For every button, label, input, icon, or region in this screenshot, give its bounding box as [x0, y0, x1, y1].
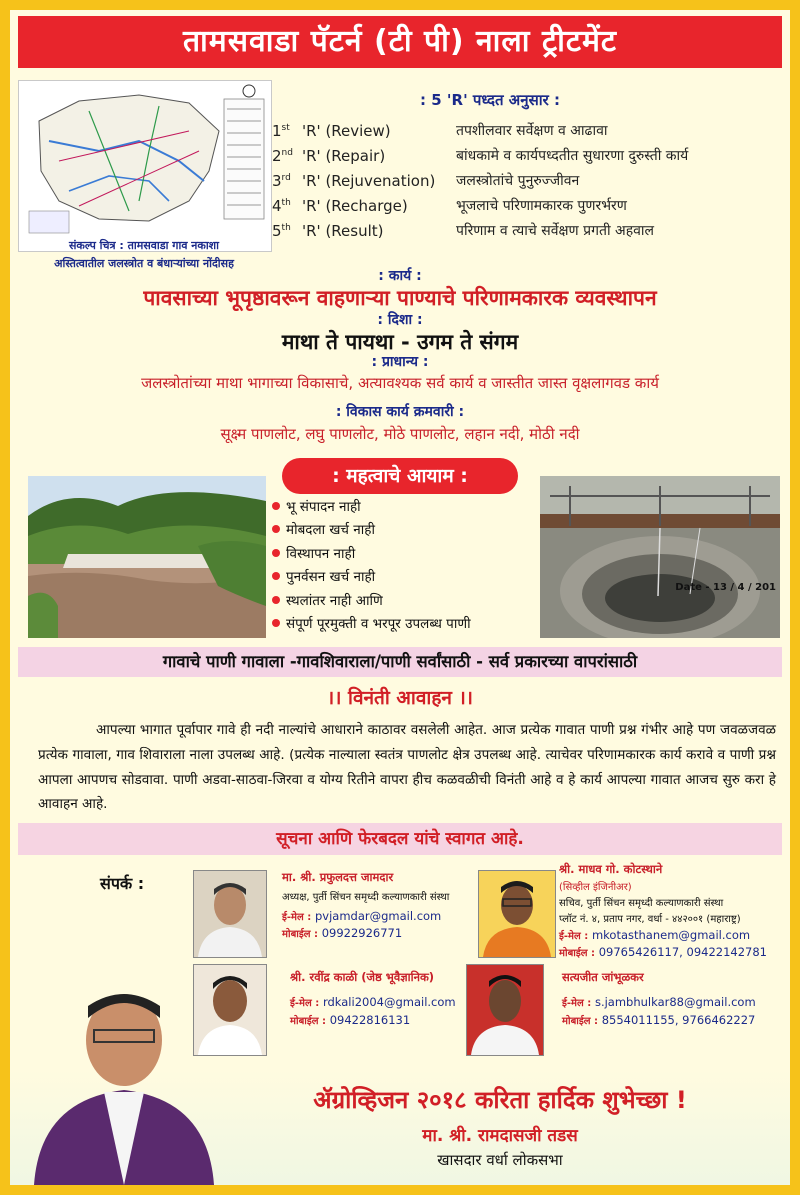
- contact-email: ई-मेल : pvjamdar@gmail.com: [282, 909, 442, 923]
- bullet-icon: [272, 549, 280, 557]
- five-r-name: 'R' (Rejuvenation): [302, 171, 436, 190]
- contact-photo: [478, 870, 556, 958]
- list-item: भू संपादन नाही: [272, 494, 542, 518]
- greeting-name: मा. श्री. रामदासजी तडस: [422, 1126, 578, 1146]
- list-item: मोबदला खर्च नाही: [272, 518, 542, 542]
- river-photo-drawing: [28, 476, 266, 638]
- dev-order-value: सूक्ष्म पाणलोट, लघु पाणलोट, मोठे पाणलोट, लहान नदी, मोठी नदी: [220, 425, 580, 443]
- contact-mobile: मोबाईल : 8554011155, 9766462227: [562, 1013, 756, 1027]
- five-r-ordinal: 2nd: [272, 146, 293, 165]
- greeting-headline: ॲग्रोव्हिजन २०१८ करिता हार्दिक शुभेच्छा !: [313, 1086, 687, 1114]
- person-avatar: [479, 871, 555, 957]
- list-item: संपूर्ण पूरमुक्ती व भरपूर उपलब्ध पाणी: [272, 612, 542, 636]
- poster: [10, 10, 790, 1185]
- contact-label: संपर्क :: [100, 874, 145, 893]
- five-r-item: [272, 193, 782, 218]
- priority-label: : प्राधान्य :: [371, 354, 429, 370]
- list-item: विस्थापन नाही: [272, 541, 542, 565]
- person-avatar: [194, 871, 266, 957]
- contact-card: [290, 970, 490, 1027]
- map-caption: संकल्प चित्र : तामसवाडा गाव नकाशा: [68, 239, 220, 252]
- five-r-item: [272, 143, 782, 168]
- five-r-heading: : 5 'R' पध्दत अनुसार :: [420, 91, 560, 109]
- contact-card: [282, 870, 482, 940]
- photo-date: Date - 13 / 4 / 201: [675, 582, 776, 593]
- five-r-item: [272, 218, 782, 243]
- page-title: तामसवाडा पॅटर्न (टी पी) नाला ट्रीटमेंट: [18, 16, 782, 68]
- five-r-name: 'R' (Repair): [302, 146, 386, 165]
- village-map-drawing: [19, 81, 271, 241]
- contact-role: (सिव्हील इंजिनीअर): [559, 882, 632, 893]
- five-r-item: [272, 118, 782, 143]
- five-r-item: [272, 168, 782, 193]
- five-r-desc: बांधकामे व कार्यपध्दतीत सुधारणा दुरुस्ती कार्य: [456, 148, 689, 164]
- appeal-title: ।। विनंती आवाहन ।।: [327, 687, 473, 709]
- mp-photo: [24, 960, 224, 1185]
- bullet-icon: [272, 572, 280, 580]
- village-map: [18, 80, 272, 252]
- map-caption-sub: अस्तित्वातील जलस्त्रोत व बंधाऱ्यांच्या नोंदीसह: [54, 257, 234, 270]
- contact-name: श्री. माधव गो. कोटस्थाने: [559, 862, 663, 876]
- five-r-desc: जलस्त्रोतांचे पुनुरुज्जीवन: [456, 173, 580, 189]
- five-r-name: 'R' (Review): [302, 121, 391, 140]
- priority-value: जलस्त्रोतांच्या माथा भागाच्या विकासाचे, अत्यावश्यक सर्व कार्य व जास्तीत जास्त वृक्षलागवड कार्य: [141, 374, 659, 392]
- contact-name: श्री. रवींद्र काळी (जेष्ठ भूवैज्ञानिक): [290, 970, 435, 984]
- five-r-ordinal: 1st: [272, 121, 290, 140]
- list-item: स्थलांतर नाही आणि: [272, 588, 542, 612]
- five-r-desc: तपशीलवार सर्वेक्षण व आढावा: [456, 123, 608, 139]
- bullet-icon: [272, 619, 280, 627]
- contact-card: [559, 862, 789, 959]
- dimensions-title: : महत्वाचे आयाम :: [282, 458, 518, 494]
- mp-portrait: [24, 960, 224, 1185]
- contact-photo: [466, 964, 544, 1056]
- well-photo-drawing: [540, 476, 780, 638]
- contact-email: ई-मेल : mkotasthanem@gmail.com: [559, 928, 751, 942]
- well-photo: [540, 476, 780, 638]
- work-label: : कार्य :: [378, 268, 422, 284]
- direction-value: माथा ते पायथा - उगम ते संगम: [281, 330, 519, 354]
- five-r-ordinal: 5th: [272, 221, 291, 240]
- contact-address: प्लॉट नं. ४, प्रताप नगर, वर्धा - ४४२००१ (महाराष्ट्र): [559, 914, 741, 925]
- person-avatar: [467, 965, 543, 1055]
- dev-order-label: : विकास कार्य क्रमवारी :: [335, 404, 465, 420]
- bullet-icon: [272, 502, 280, 510]
- work-value: पावसाच्या भूपृष्ठावरून वाहणाऱ्या पाण्याचे परिणामकारक व्यवस्थापन: [143, 286, 657, 310]
- contact-name: मा. श्री. प्रफुलदत्त जामदार: [282, 870, 394, 884]
- greeting-title: खासदार वर्धा लोकसभा: [437, 1151, 563, 1169]
- contact-mobile: मोबाईल : 09765426117, 09422142781: [559, 945, 767, 959]
- five-r-name: 'R' (Recharge): [302, 196, 408, 215]
- appeal-text: आपल्या भागात पूर्वापार गावे ही नदी नाल्यांचे आधाराने काठावर वसलेली आहेत. आज प्रत्येक गावात पाणी प्रश्न गंभीर आहे पण जवळजवळ प्रत्येक गावाला, गाव शिवाराला नाला उपलब्ध आहे. (प्रत्येक नाल्याला स्वतंत्र पाणलोट क्षेत्र उपलब्ध आहे. त्याचेवर परिणामकारक कार्य करावे व पाणी प्रश्न आपला आपणच सोडवावा. पाणी अडवा-साठवा-जिरवा व योग्य रितीने वापरा हीच कळवळीची विनंती आहे व हे कार्य आपल्या गावात आजच सुरु करा हे आवाहन आहे.: [38, 722, 776, 813]
- five-r-desc: भूजलाचे परिणामकारक पुणरर्भरण: [456, 198, 627, 214]
- five-r-list: [272, 118, 782, 243]
- direction-label: : दिशा :: [377, 312, 423, 328]
- contact-card: [562, 970, 787, 1027]
- contact-email: ई-मेल : s.jambhulkar88@gmail.com: [562, 995, 756, 1009]
- river-photo: [28, 476, 266, 638]
- slogan-band: गावाचे पाणी गावाला -गावशिवाराला/पाणी सर्वांसाठी - सर्व प्रकारच्या वापरांसाठी: [18, 647, 782, 677]
- dimensions-list: [272, 494, 542, 635]
- contact-email: ई-मेल : rdkali2004@gmail.com: [290, 995, 456, 1009]
- contact-org: सचिव, पुर्ती सिंचन समृध्दी कल्याणकारी संस्था: [559, 898, 724, 909]
- list-item: पुनर्वसन खर्च नाही: [272, 565, 542, 589]
- bullet-icon: [272, 525, 280, 533]
- bullet-icon: [272, 596, 280, 604]
- five-r-desc: परिणाम व त्याचे सर्वेक्षण प्रगती अहवाल: [456, 223, 655, 239]
- contact-photo: [193, 870, 267, 958]
- contact-mobile: मोबाईल : 09922926771: [282, 926, 403, 940]
- suggestions-band: सूचना आणि फेरबदल यांचे स्वागत आहे.: [18, 823, 782, 855]
- contact-role: अध्यक्ष, पुर्ती सिंचन समृध्दी कल्याणकारी संस्था: [282, 892, 450, 903]
- five-r-ordinal: 4th: [272, 196, 291, 215]
- contact-mobile: मोबाईल : 09422816131: [290, 1013, 411, 1027]
- five-r-name: 'R' (Result): [302, 221, 384, 240]
- contact-name: सत्यजीत जांभूळकर: [562, 970, 644, 984]
- five-r-ordinal: 3rd: [272, 171, 291, 190]
